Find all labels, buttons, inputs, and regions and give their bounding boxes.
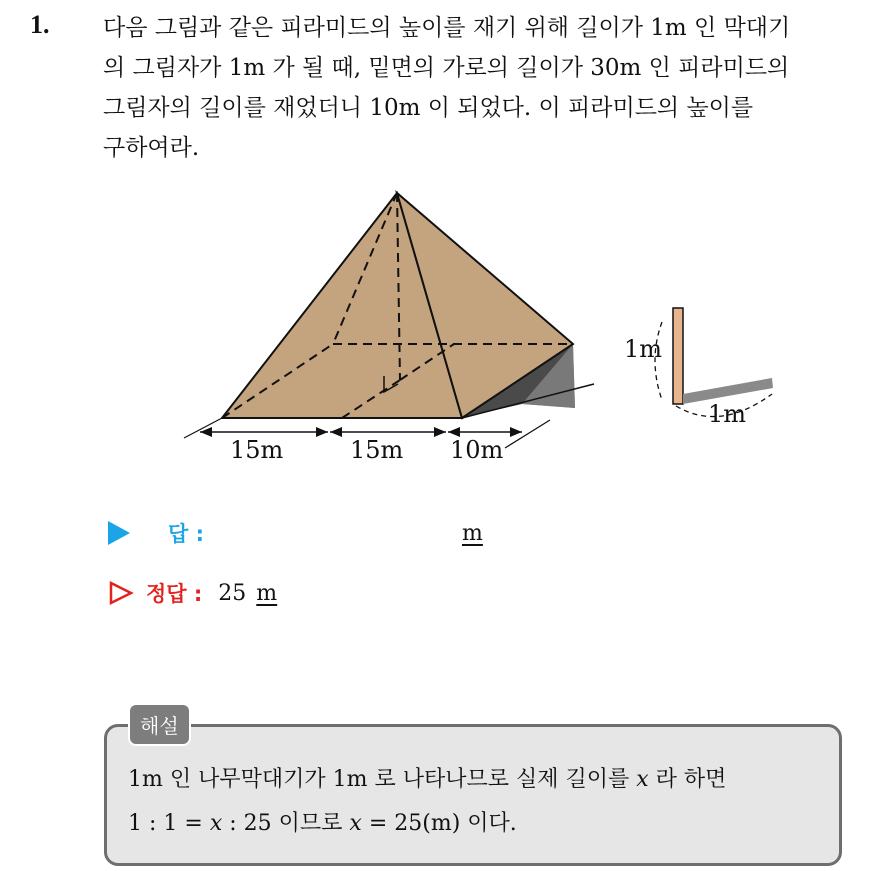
answer-marker-icon: [108, 521, 130, 545]
stick: [673, 308, 683, 404]
dim-label-3: 10m: [450, 436, 504, 464]
question-number: 1.: [30, 10, 50, 39]
correct-value: 25: [218, 580, 247, 606]
correct-answer-row: [108, 578, 277, 608]
stick-shadow-label: 1m: [708, 400, 747, 428]
question-line: 다음 그림과 같은 피라미드의 높이를 재기 위해 길이가 1m 인 막대기: [103, 15, 791, 41]
correct-marker-icon: [108, 580, 134, 606]
correct-label: 정답 :: [146, 582, 203, 606]
question-line: 그림자의 길이를 재었더니 10m 이 되었다. 이 피라미드의 높이를: [103, 95, 754, 121]
stick-height-label: 1m: [624, 335, 663, 363]
explanation-tag: 해설: [128, 703, 191, 746]
explanation-line-2: 1 : 1 = x : 25 이므로 x = 25(m) 이다.: [128, 811, 517, 836]
explanation-text: [128, 758, 726, 846]
question-line: 구하여라.: [103, 135, 200, 161]
answer-unit: m: [462, 520, 483, 546]
answer-row: [108, 518, 483, 548]
dim-label-2: 15m: [350, 436, 404, 464]
question-line: 의 그림자가 1m 가 될 때, 밑면의 가로의 길이가 30m 인 피라미드의: [103, 55, 790, 81]
correct-unit: m: [256, 580, 278, 606]
answer-label: 답 :: [168, 522, 204, 546]
explanation-line-1: 1m 인 나무막대기가 1m 로 나타나므로 실제 길이를 x 라 하면: [128, 767, 727, 792]
dim-label-1: 15m: [230, 436, 284, 464]
